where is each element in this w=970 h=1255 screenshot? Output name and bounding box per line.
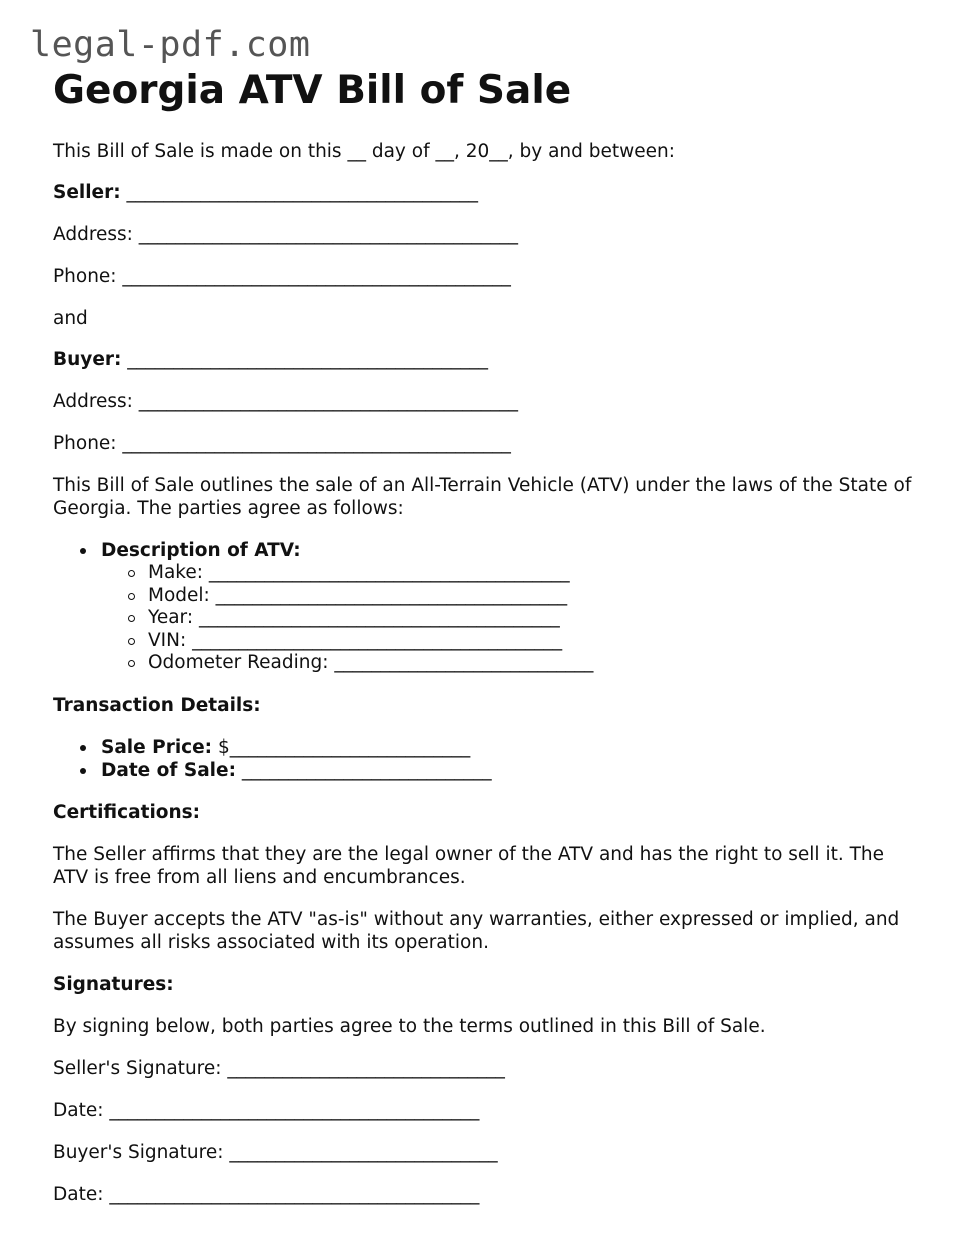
- document: [53, 67, 923, 1206]
- transaction-list: [53, 736, 923, 782]
- buyer-phone-field[interactable]: Phone: __________________________________________: [53, 433, 511, 454]
- certifications-heading: Certifications:: [53, 801, 201, 823]
- intro-text: This Bill of Sale is made on this __ day of __, 20__, by and between:: [53, 141, 676, 162]
- signatures-intro: By signing below, both parties agree to the terms outlined in this Bill of Sale.: [53, 1015, 766, 1037]
- seller-name-field[interactable]: ______________________________________: [120, 182, 479, 203]
- seller-date-field[interactable]: Date: ________________________________________: [53, 1099, 480, 1121]
- buyer-label: Buyer:: [53, 349, 122, 370]
- date-of-sale-field[interactable]: ___________________________: [235, 759, 492, 781]
- signatures-heading: Signatures:: [53, 973, 174, 995]
- buyer-line: [53, 348, 923, 371]
- year-field[interactable]: Year: _______________________________________: [101, 607, 923, 630]
- seller-label: Seller:: [53, 182, 121, 203]
- sale-price-field[interactable]: $__________________________: [212, 736, 471, 758]
- page-title: Georgia ATV Bill of Sale: [53, 68, 572, 113]
- outline-text: This Bill of Sale outlines the sale of an All-Terrain Vehicle (ATV) under the laws of the State of Georgia. The parties agree as follows:: [53, 475, 912, 519]
- certification-buyer-text: The Buyer accepts the ATV "as-is" without any warranties, either expressed or implied, and assumes all risks associated with its operation.: [53, 908, 900, 953]
- seller-signature-field[interactable]: Seller's Signature: ______________________________: [53, 1057, 505, 1079]
- buyer-signature-field[interactable]: Buyer's Signature: _____________________________: [53, 1141, 498, 1163]
- make-field[interactable]: Make: _______________________________________: [101, 562, 923, 585]
- seller-phone-field[interactable]: Phone: __________________________________________: [53, 266, 511, 287]
- sale-price-label: Sale Price:: [101, 736, 213, 758]
- certification-seller-text: The Seller affirms that they are the legal owner of the ATV and has the right to sell it. The ATV is free from all liens and encumbrances.: [53, 843, 885, 888]
- and-text: and: [53, 308, 88, 329]
- date-of-sale-item: [53, 759, 923, 782]
- seller-line: [53, 181, 923, 204]
- date-of-sale-label: Date of Sale:: [101, 759, 236, 781]
- description-list: [53, 539, 923, 675]
- transaction-heading: Transaction Details:: [53, 694, 261, 716]
- odometer-field[interactable]: Odometer Reading: ____________________________: [101, 652, 923, 675]
- buyer-name-field[interactable]: _______________________________________: [121, 349, 489, 370]
- description-item: [53, 539, 923, 675]
- buyer-date-field[interactable]: Date: ________________________________________: [53, 1183, 480, 1205]
- model-field[interactable]: Model: ______________________________________: [101, 585, 923, 608]
- seller-address-field[interactable]: Address: _________________________________________: [53, 224, 519, 245]
- buyer-address-field[interactable]: Address: _________________________________________: [53, 391, 519, 412]
- vin-field[interactable]: VIN: ________________________________________: [101, 630, 923, 653]
- description-label: Description of ATV:: [101, 540, 301, 561]
- watermark: legal-pdf.com: [30, 25, 311, 65]
- atv-details-list: [101, 562, 923, 675]
- sale-price-item: [53, 736, 923, 759]
